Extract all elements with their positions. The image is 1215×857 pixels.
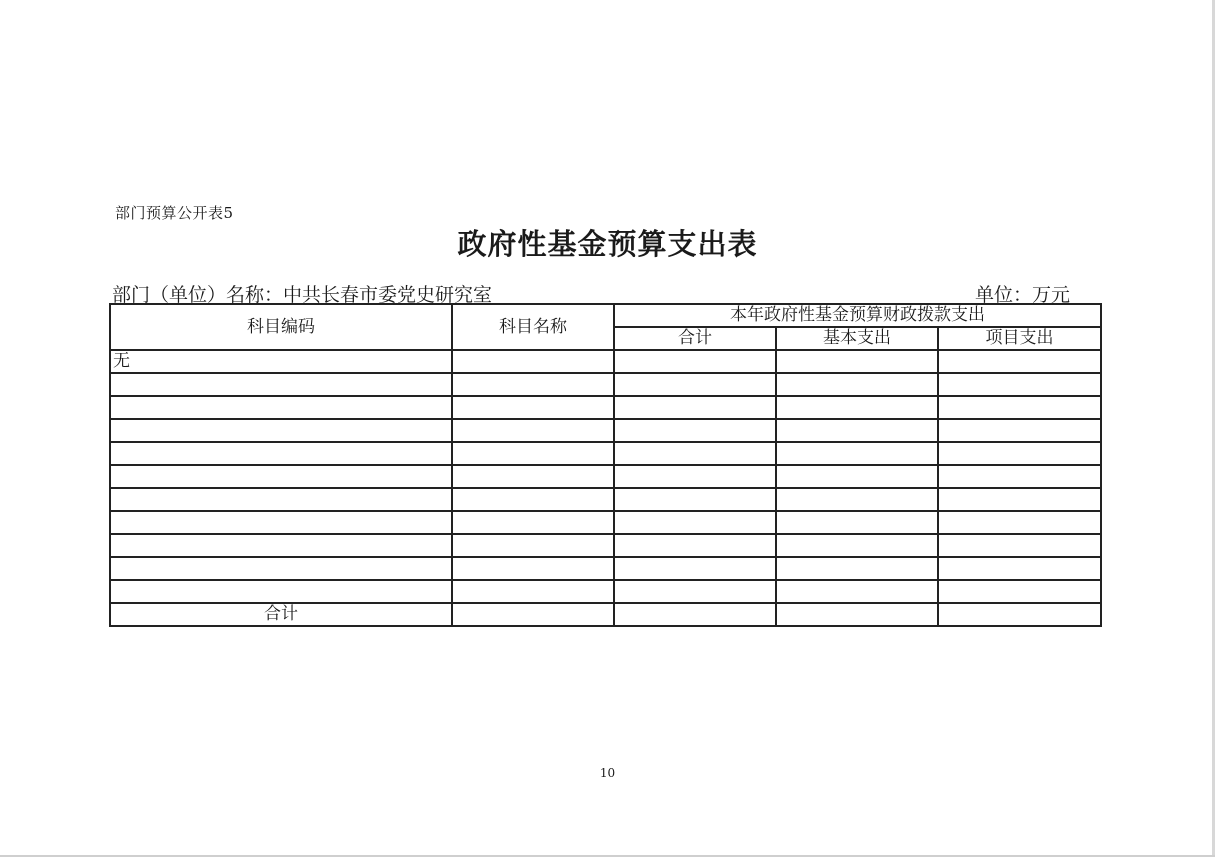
- table-cell: [614, 488, 776, 511]
- table-cell: [938, 534, 1101, 557]
- table-cell: [938, 465, 1101, 488]
- table-cell: [776, 534, 938, 557]
- total-row-cell: [452, 603, 614, 626]
- table-cell: [452, 557, 614, 580]
- table-cell: [614, 442, 776, 465]
- header-subject-name: 科目名称: [452, 304, 614, 350]
- table-cell: [110, 373, 452, 396]
- table-cell: [614, 419, 776, 442]
- total-row-cell: [938, 603, 1101, 626]
- table-cell: [452, 488, 614, 511]
- table-cell: [614, 396, 776, 419]
- table-row: [110, 419, 1101, 442]
- table-cell: [110, 557, 452, 580]
- table-cell: [110, 465, 452, 488]
- table-row: [110, 534, 1101, 557]
- table-cell: [938, 511, 1101, 534]
- table-cell: [938, 557, 1101, 580]
- table-cell: [776, 465, 938, 488]
- table-cell: [452, 511, 614, 534]
- table-row: [110, 557, 1101, 580]
- table-label: 部门预算公开表5: [115, 204, 234, 222]
- table-row: [110, 442, 1101, 465]
- table-cell: [938, 442, 1101, 465]
- table-cell: [110, 488, 452, 511]
- table-cell: [938, 419, 1101, 442]
- page-number: 10: [599, 766, 616, 780]
- table-cell: [776, 488, 938, 511]
- table-cell: [110, 534, 452, 557]
- table-row: [110, 396, 1101, 419]
- table-cell: [776, 373, 938, 396]
- table-cell: [938, 396, 1101, 419]
- table-cell: [938, 373, 1101, 396]
- table-cell: [452, 580, 614, 603]
- table-cell: [938, 350, 1101, 373]
- header-project-expenditure: 项目支出: [938, 327, 1101, 350]
- table-cell: [938, 488, 1101, 511]
- table-cell: [614, 373, 776, 396]
- header-group-fund-expenditure: 本年政府性基金预算财政拨款支出: [614, 304, 1101, 327]
- header-total: 合计: [614, 327, 776, 350]
- table-row: [110, 511, 1101, 534]
- table-row: [110, 465, 1101, 488]
- table-cell: [110, 396, 452, 419]
- table-cell: [452, 465, 614, 488]
- total-row-label: 合计: [110, 603, 452, 626]
- table-cell: [110, 511, 452, 534]
- table-cell: [776, 396, 938, 419]
- table-cell: [110, 580, 452, 603]
- table-cell: [614, 557, 776, 580]
- table-cell: [614, 580, 776, 603]
- table-cell: [452, 419, 614, 442]
- table-row: [110, 373, 1101, 396]
- table-cell: [776, 442, 938, 465]
- table-cell: [614, 465, 776, 488]
- table-cell: [776, 419, 938, 442]
- table-cell: [776, 557, 938, 580]
- page-title: 政府性基金预算支出表: [457, 227, 758, 261]
- total-row: [110, 603, 1101, 626]
- table-cell: [452, 442, 614, 465]
- table-row: [110, 488, 1101, 511]
- table-cell: [452, 534, 614, 557]
- table-cell: [614, 511, 776, 534]
- table-cell: [938, 580, 1101, 603]
- budget-expenditure-table: [109, 303, 1102, 627]
- header-subject-code: 科目编码: [110, 304, 452, 350]
- table-cell: [110, 419, 452, 442]
- department-name: 部门（单位）名称：中共长春市委党史研究室: [112, 284, 493, 306]
- table-cell: [452, 396, 614, 419]
- total-row-cell: [776, 603, 938, 626]
- table-row: [110, 580, 1101, 603]
- table-cell: [110, 442, 452, 465]
- table-cell: [776, 350, 938, 373]
- table-body: [110, 350, 1101, 603]
- table-cell: [614, 534, 776, 557]
- table-cell: [452, 350, 614, 373]
- total-row-cell: [614, 603, 776, 626]
- table-cell: [776, 511, 938, 534]
- unit-label: 单位：万元: [974, 284, 1070, 306]
- table-cell: [776, 580, 938, 603]
- table-cell: [452, 373, 614, 396]
- table-cell: [614, 350, 776, 373]
- table-cell: 无: [110, 350, 452, 373]
- table-row: [110, 350, 1101, 373]
- header-basic-expenditure: 基本支出: [776, 327, 938, 350]
